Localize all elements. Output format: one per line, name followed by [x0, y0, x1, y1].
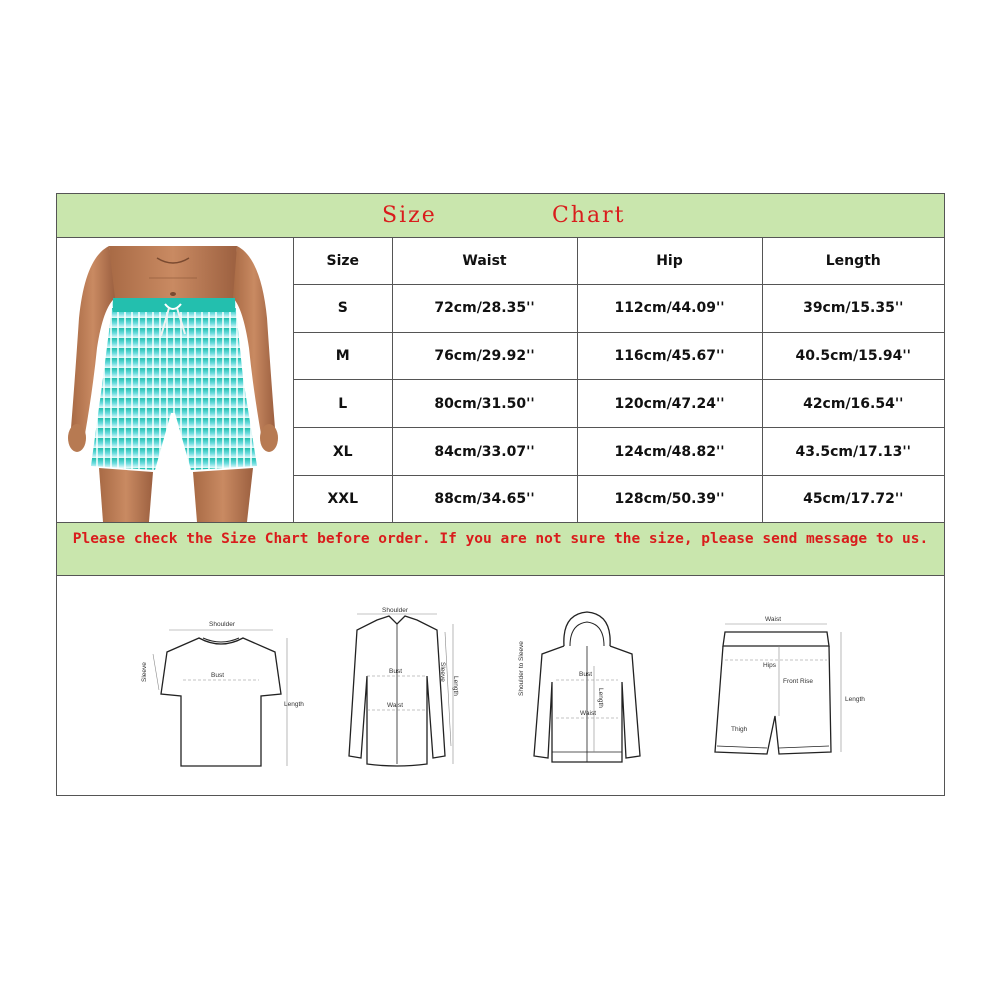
table-row — [294, 380, 944, 428]
hoodie-shoulder-to-sleeve-label: Shoulder to Sleeve — [518, 641, 525, 696]
tshirt-length-label: Length — [284, 701, 304, 708]
shorts-front-rise-label: Front Rise — [783, 678, 813, 685]
title-word-chart: Chart — [552, 203, 626, 228]
table-row — [294, 476, 944, 522]
notice-text: Please check the Size Chart before order. If you are not sure the size, please send message to us. — [72, 531, 929, 547]
shirt-diagram — [327, 606, 477, 776]
shirt-length-label: Length — [452, 676, 459, 696]
table-row — [294, 428, 944, 476]
header-length: Length — [762, 238, 944, 284]
cell-hip: 124cm/48.82'' — [577, 428, 762, 476]
cell-hip: 128cm/50.39'' — [577, 476, 762, 522]
header-hip: Hip — [577, 238, 762, 284]
hoodie-length-label: Length — [597, 688, 604, 708]
cell-size: S — [294, 284, 392, 332]
shorts-length-label: Length — [845, 696, 865, 703]
shirt-bust-label: Bust — [389, 668, 403, 675]
tshirt-outline-icon — [137, 616, 307, 776]
shorts-hips-label: Hips — [763, 662, 777, 669]
cell-hip: 112cm/44.09'' — [577, 284, 762, 332]
cell-length: 42cm/16.54'' — [762, 380, 944, 428]
shorts-diagram — [707, 616, 877, 766]
tshirt-diagram — [137, 616, 307, 776]
header-size: Size — [294, 238, 392, 284]
table-row — [294, 284, 944, 332]
shirt-waist-label: Waist — [387, 702, 404, 709]
cell-hip: 116cm/45.67'' — [577, 332, 762, 380]
cell-size: L — [294, 380, 392, 428]
model-wearing-striped-shorts-image — [57, 238, 293, 522]
tshirt-sleeve-label: Sleeve — [141, 662, 148, 682]
shirt-sleeve-label: Sleeve — [439, 662, 446, 682]
cell-hip: 120cm/47.24'' — [577, 380, 762, 428]
shorts-outline-icon — [707, 616, 877, 766]
hoodie-bust-label: Bust — [579, 671, 593, 678]
size-chart-sheet — [56, 193, 945, 796]
shorts-waist-label: Waist — [765, 616, 782, 623]
table-header-row — [294, 238, 944, 284]
cell-length: 43.5cm/17.13'' — [762, 428, 944, 476]
product-photo — [57, 238, 294, 522]
shirt-shoulder-label: Shoulder — [382, 607, 409, 614]
cell-length: 39cm/15.35'' — [762, 284, 944, 332]
cell-length: 45cm/17.72'' — [762, 476, 944, 522]
hoodie-outline-icon — [512, 606, 662, 776]
hoodie-waist-label: Waist — [580, 710, 597, 717]
shorts-thigh-label: Thigh — [731, 726, 748, 733]
size-table — [294, 238, 944, 522]
cell-waist: 80cm/31.50'' — [392, 380, 577, 428]
cell-waist: 76cm/29.92'' — [392, 332, 577, 380]
title-bar — [57, 194, 944, 238]
cell-waist: 88cm/34.65'' — [392, 476, 577, 522]
tshirt-bust-label: Bust — [211, 672, 225, 679]
cell-length: 40.5cm/15.94'' — [762, 332, 944, 380]
cell-size: M — [294, 332, 392, 380]
measurement-diagrams — [57, 576, 944, 795]
cell-size: XXL — [294, 476, 392, 522]
table-row — [294, 332, 944, 380]
hoodie-diagram — [512, 606, 662, 776]
cell-size: XL — [294, 428, 392, 476]
title-word-size: Size — [382, 203, 437, 228]
header-waist: Waist — [392, 238, 577, 284]
notice-bar — [57, 522, 944, 576]
cell-waist: 84cm/33.07'' — [392, 428, 577, 476]
cell-waist: 72cm/28.35'' — [392, 284, 577, 332]
tshirt-shoulder-label: Shoulder — [209, 621, 236, 628]
